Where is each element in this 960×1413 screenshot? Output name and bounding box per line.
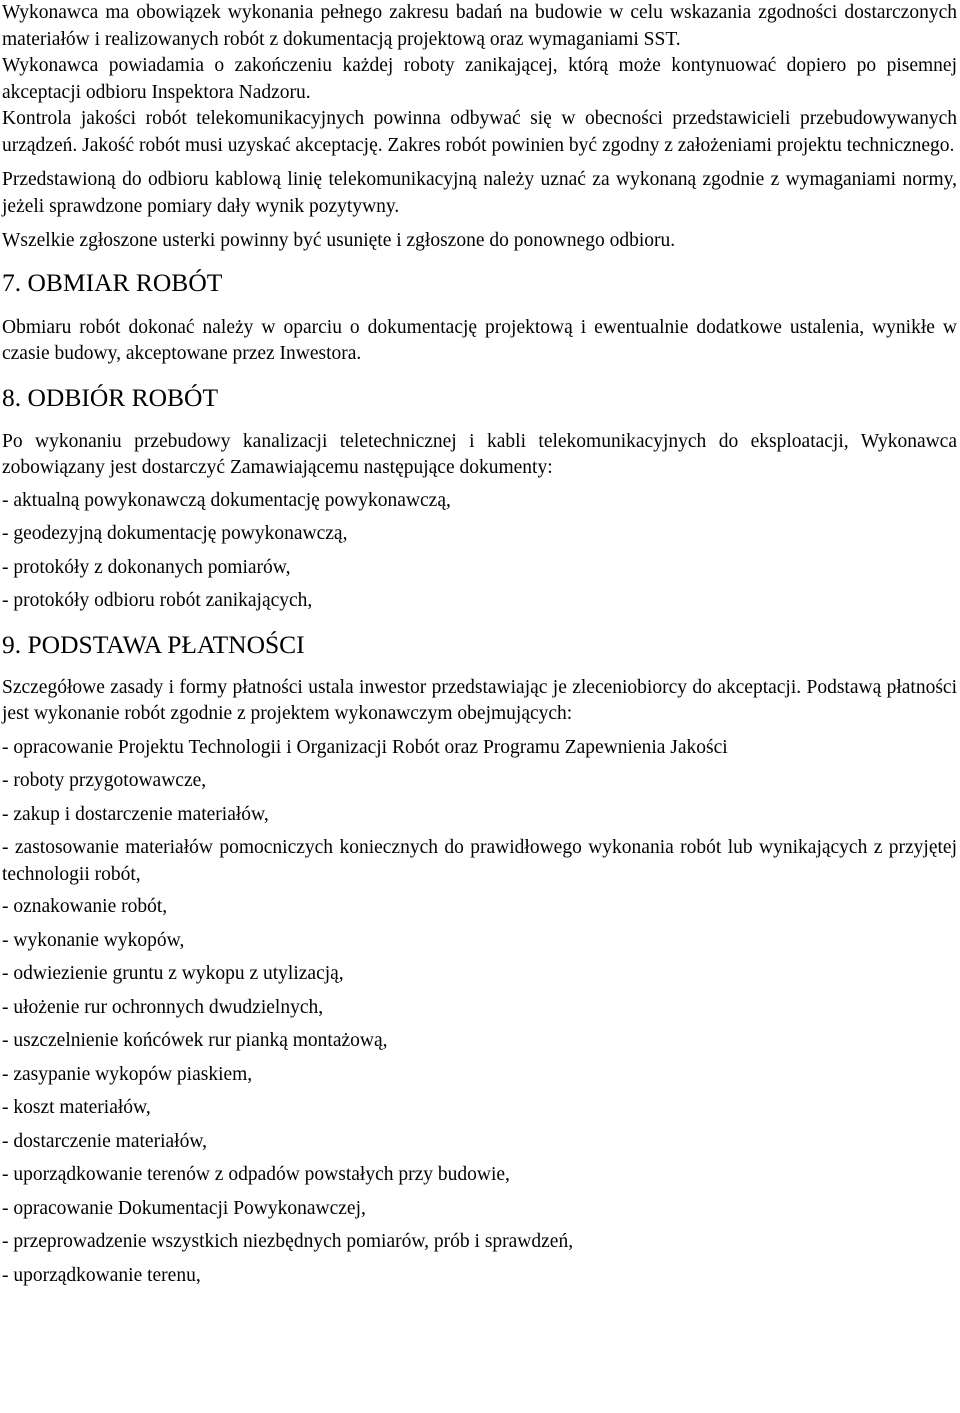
- list-item: - oznakowanie robót,: [2, 896, 168, 917]
- list-item: - zastosowanie materiałów pomocniczych koniecznych do prawidłowego wykonania robót lub wynikających z przyjętej technologii robót,: [2, 837, 957, 885]
- list-item: - opracowanie Dokumentacji Powykonawczej,: [2, 1197, 366, 1219]
- section-9-body: Szczegółowe zasady i formy płatności ustala inwestor przedstawiając je zleceniobiorcy do akceptacji. Podstawą płatności jest wykonanie robót zgodnie z projektem wykonawczym obejmujących:: [2, 676, 957, 724]
- section-9-heading: 9. PODSTAWA PŁATNOŚCI: [2, 629, 305, 659]
- list-item: - uporządkowanie terenu,: [2, 1264, 201, 1286]
- list-item: - aktualną powykonawczą dokumentację powykonawczą,: [2, 489, 451, 511]
- list-item: - uszczelnienie końcówek rur pianką montażową,: [2, 1030, 388, 1051]
- list-item: - zakup i dostarczenie materiałów,: [2, 803, 269, 825]
- list-item: - protokóły z dokonanych pomiarów,: [2, 556, 291, 578]
- list-item: - odwiezienie gruntu z wykopu z utylizacją,: [2, 963, 344, 984]
- list-item: - protokóły odbioru robót zanikających,: [2, 590, 313, 611]
- list-item: - dostarczenie materiałów,: [2, 1130, 208, 1152]
- list-item: - uporządkowanie terenów z odpadów powstałych przy budowie,: [2, 1164, 510, 1185]
- intro-paragraph-scope: Wykonawca ma obowiązek wykonania pełnego zakresu badań na budowie w celu wskazania zgodności dostarczonych materiałów i realizowanych robót z dokumentacją projektową oraz wymaganiami SST.: [2, 2, 957, 50]
- intro-paragraph-acceptance: Przedstawioną do odbioru kablową linię telekomunikacyjną należy uznać za wykonaną zgodnie z wymaganiami normy, jeżeli sprawdzone pomiary dały wynik pozytywny.: [2, 169, 957, 217]
- section-8-heading: 8. ODBIÓR ROBÓT: [2, 382, 219, 412]
- list-item: - geodezyjną dokumentację powykonawczą,: [2, 523, 348, 544]
- list-item: - wykonanie wykopów,: [2, 929, 185, 951]
- list-item: - ułożenie rur ochronnych dwudzielnych,: [2, 996, 324, 1018]
- section-8-body: Po wykonaniu przebudowy kanalizacji teletechnicznej i kabli telekomunikacyjnych do eksploatacji, Wykonawca zobowiązany jest dostarczyć Zamawiającemu następujące dokumenty:: [2, 430, 957, 478]
- section-9-payment-list: [2, 735, 957, 1290]
- section-7-body: Obmiaru robót dokonać należy w oparciu o dokumentację projektową i ewentualnie dodatkowe ustalenia, wynikłe w czasie budowy, akceptowane przez Inwestora.: [2, 316, 957, 364]
- list-item: - przeprowadzenie wszystkich niezbędnych pomiarów, prób i sprawdzeń,: [2, 1231, 574, 1252]
- intro-paragraph-quality-control: Kontrola jakości robót telekomunikacyjnych powinna odbywać się w obecności przedstawicieli przebudowywanych urządzeń. Jakość robót musi uzyskać akceptację. Zakres robót powinien być zgodny z założeniami projektu technicznego.: [2, 108, 957, 156]
- list-item: - zasypanie wykopów piaskiem,: [2, 1063, 253, 1085]
- document-page: [2, 0, 957, 1289]
- section-8-document-list: [2, 488, 957, 615]
- list-item: - koszt materiałów,: [2, 1097, 151, 1118]
- intro-paragraph-defects: Wszelkie zgłoszone usterki powinny być usunięte i zgłoszone do ponownego odbioru.: [2, 230, 676, 251]
- list-item: - roboty przygotowawcze,: [2, 770, 207, 791]
- list-item: - opracowanie Projektu Technologii i Organizacji Robót oraz Programu Zapewnienia Jakości: [2, 736, 728, 758]
- section-7-heading: 7. OBMIAR ROBÓT: [2, 267, 223, 297]
- intro-paragraph-notification: Wykonawca powiadamia o zakończeniu każdej roboty zanikającej, którą może kontynuować dopiero po pisemnej akceptacji odbioru Inspektora Nadzoru.: [2, 55, 957, 103]
